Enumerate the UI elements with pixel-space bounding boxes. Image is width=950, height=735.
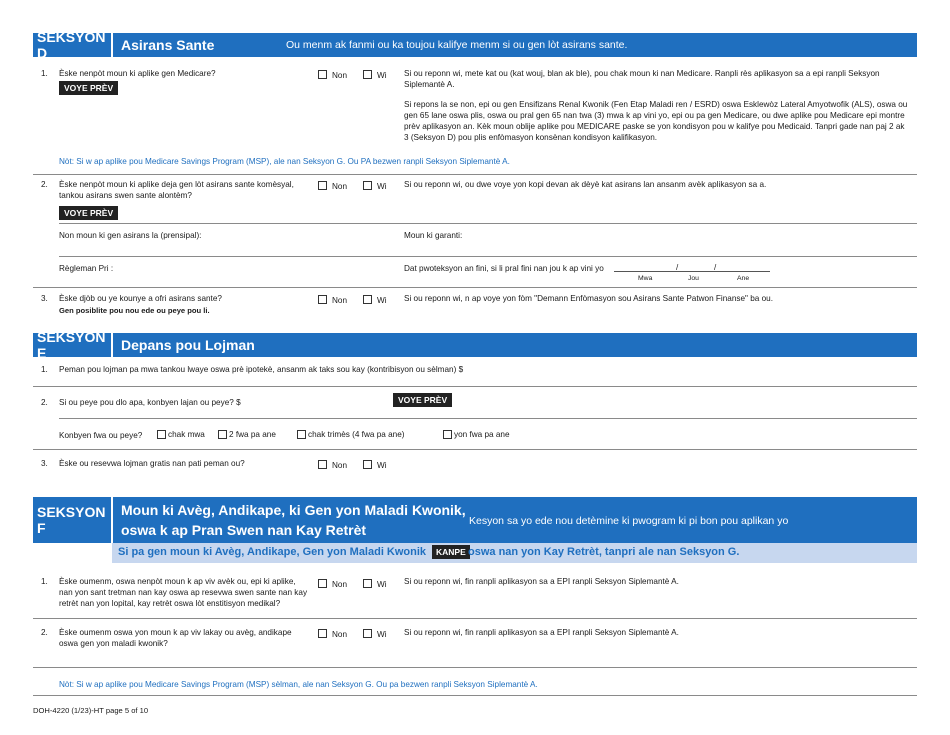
no-checkbox[interactable] [318,70,327,79]
insurer-name-label: Non moun ki gen asirans la (prensipal): [59,231,202,240]
yes-checkbox[interactable] [363,70,372,79]
answer-instruction: Si ou reponn wi, ou dwe voye yon kopi devan ak dèyè kat asirans lan ansanm avèk aplikasyon sa a. [404,180,767,189]
question-number: 1. [41,69,48,78]
no-label: Non [332,182,348,191]
date-input-line[interactable] [614,271,770,272]
instruction-text-b: oswa nan yon Kay Retrèt, tanpri ale nan Seksyon G. [468,546,740,558]
frequency-label: Konbyen fwa ou peye? [59,431,143,440]
yes-checkbox[interactable] [363,629,372,638]
question-text: Peman pou lojman pa mwa tankou lwaye oswa prè ipotekè, ansanm ak taks sou kay (kontribisyon ou sèlman) $ [59,365,464,374]
section-e-header [33,329,917,361]
yes-label: Wi [377,182,387,191]
no-checkbox[interactable] [318,579,327,588]
divider [33,386,917,387]
year-caption: Ane [737,275,750,282]
frequency-twice-yearly-checkbox[interactable] [218,430,227,439]
answer-instruction: Si ou reponn wi, fin ranpli aplikasyon sa a EPI ranpli Seksyon Siplemantè A. [404,577,679,586]
see-proof-badge: VOYE PRÈV [393,393,452,407]
answer-instruction: Si ou reponn wi, mete kat ou (kat wouj, blan ak ble), pou chak moun ki nan Medicare. Ranpli rès aplikasyon sa a epi ranpli Seksyon Siplemantè A. [404,69,880,89]
premium-label: Règleman Pri : [59,264,114,273]
section-f-header [33,497,917,543]
section-d-code: SEKSYON D [33,33,113,57]
question-number: 3. [41,459,48,468]
day-caption: Jou [688,275,699,282]
section-f-title-line1: Moun ki Avèg, Andikape, ki Gen yon Maladi Kwonik, [121,502,466,518]
yes-label: Wi [377,296,387,305]
no-checkbox[interactable] [318,460,327,469]
yes-checkbox[interactable] [363,295,372,304]
stop-badge: KANPE [432,545,470,559]
yes-label: Wi [377,630,387,639]
yes-label: Wi [377,580,387,589]
no-checkbox[interactable] [318,295,327,304]
section-e-code: SEKSYON E [33,333,113,357]
question-text: Èske oumenm, oswa nenpòt moun k ap viv avèk ou, epi ki aplike, nan yon sant tretman nan kay oswa ap resevwa swen sante nan kay retrèt nan yon lopital, kay retrèt oswa lòt enstitisyon medikal? [59,577,308,608]
answer-instruction: Si ou reponn wi, n ap voye yon fòm "Demann Enfòmasyon sou Asirans Sante Patwon Finanse" ba ou. [404,294,774,303]
question-number: 2. [41,628,48,637]
divider [33,667,917,668]
yes-checkbox[interactable] [363,181,372,190]
divider [59,223,917,224]
section-f-instruction-bar [112,543,917,563]
coverage-end-label: Dat pwoteksyon an fini, si li pral fini nan jou k ap vini yo [404,264,604,273]
frequency-quarterly-checkbox[interactable] [297,430,306,439]
month-caption: Mwa [638,275,653,282]
yes-checkbox[interactable] [363,579,372,588]
no-checkbox[interactable] [318,629,327,638]
question-text: Èske ou resevwa lojman gratis nan pati peman ou? [59,459,245,468]
frequency-option: 2 fwa pa ane [229,430,276,439]
question-text: Èske nenpòt moun ki aplike deja gen lòt asirans sante komèsyal, tankou asirans swen sante alontèm? [59,180,294,200]
frequency-option: chak trimès (4 fwa pa ane) [308,430,405,439]
question-number: 1. [41,577,48,586]
note-msp: Nòt: Si w ap aplike pou Medicare Savings Program (MSP) sèlman, ale nan Seksyon G. Ou pa bezwen ranpli Seksyon Siplemantè A. [59,680,538,689]
date-separator: / [714,263,717,272]
page-footer: DOH-4220 (1/23)-HT page 5 of 10 [33,706,149,715]
question-text: Èske oumenm oswa yon moun k ap viv lakay ou avèg, andikape oswa gen yon maladi kwonik? [59,628,292,648]
no-checkbox[interactable] [318,181,327,190]
question-subtext: Gen posiblite pou nou ede ou peye pou li. [59,306,210,315]
frequency-yearly-checkbox[interactable] [443,430,452,439]
no-label: Non [332,296,348,305]
question-number: 3. [41,294,48,303]
section-f-subtitle: Kesyon sa yo ede nou detèmine ki pwogram ki pi bon pou aplikan yo [469,515,789,527]
question-number: 2. [41,180,48,189]
divider [33,695,917,696]
question-text: Si ou peye pou dlo apa, konbyen lajan ou peye? $ [59,398,241,407]
yes-checkbox[interactable] [363,460,372,469]
section-e-title: Depans pou Lojman [121,337,255,353]
instruction-text-a: Si pa gen moun ki Avèg, Andikape, Gen yon Maladi Kwonik [118,546,427,558]
divider [33,449,917,450]
no-label: Non [332,630,348,639]
section-f-title-line2: oswa k ap Pran Swen nan Kay Retrèt [121,522,367,538]
divider [59,256,917,257]
question-text: Èske nenpòt moun ki aplike gen Medicare? [59,69,216,78]
no-label: Non [332,461,348,470]
date-separator: / [676,263,679,272]
section-d-title: Asirans Sante [121,37,215,53]
question-text: Èske djòb ou ye kounye a ofri asirans sante? [59,294,222,303]
divider [59,418,917,419]
answer-instruction: Si repons la se non, epi ou gen Ensifizans Renal Kwonik (Fen Etap Maladi ren / ESRD) oswa Esklewòz Lateral Amyotwofik (ALS), oswa ou gen 65 lane oswa plis, oswa ou pral gen 65 nan twa (3) mwa k ap vini yo, epi ou pa gen Medicare, ou dwe aplike pou Medicare epi montre prèv aplikasyon an. Kèk moun oblije aplike pou MEDICARE paske se yon kondisyon pou w kalifye pou Medicaid. Tanpri gade nan paj 2 ak 3 (Seksyon D) pou plis enfòmasyon konsènan kondisyon kalifikasyon. [404,100,908,142]
section-d-subtitle: Ou menm ak fanmi ou ka toujou kalifye menm si ou gen lòt asirans sante. [286,39,628,51]
section-f-code: SEKSYON F [33,497,113,543]
see-proof-badge: VOYE PRÈV [59,206,118,220]
divider [33,174,917,175]
no-label: Non [332,71,348,80]
frequency-monthly-checkbox[interactable] [157,430,166,439]
answer-instruction: Si ou reponn wi, fin ranpli aplikasyon sa a EPI ranpli Seksyon Siplemantè A. [404,628,679,637]
divider [33,618,917,619]
section-d-header [33,29,917,61]
frequency-option: yon fwa pa ane [454,430,510,439]
divider [33,287,917,288]
guarantor-label: Moun ki garanti: [404,231,463,240]
question-number: 1. [41,365,48,374]
frequency-option: chak mwa [168,430,205,439]
see-proof-badge: VOYE PRÈV [59,81,118,95]
yes-label: Wi [377,71,387,80]
yes-label: Wi [377,461,387,470]
question-number: 2. [41,398,48,407]
note-msp: Nòt: Si w ap aplike pou Medicare Savings Program (MSP), ale nan Seksyon G. Ou PA bezwen ranpli Seksyon Siplemantè A. [59,157,510,166]
no-label: Non [332,580,348,589]
